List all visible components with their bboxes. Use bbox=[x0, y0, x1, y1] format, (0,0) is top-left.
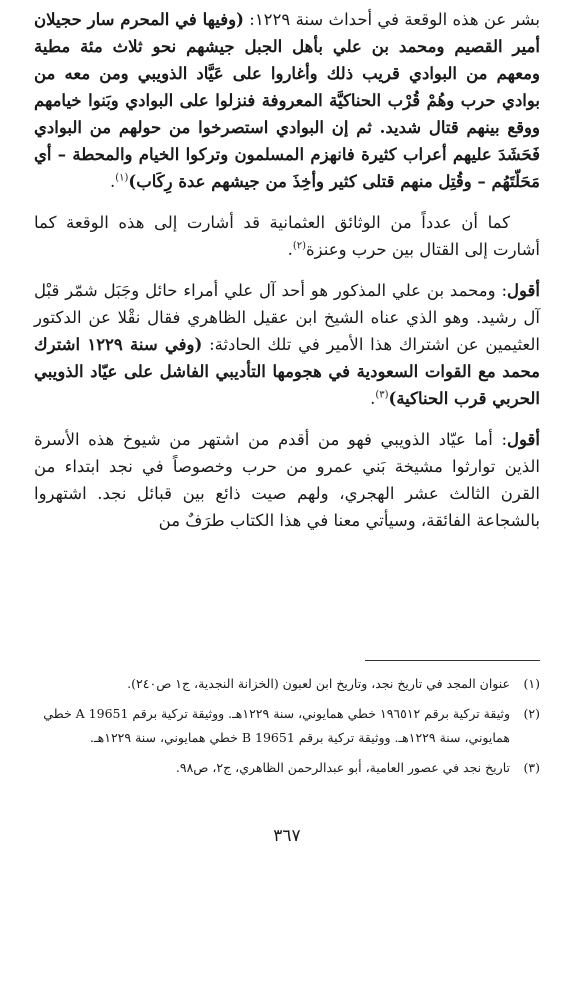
footnote-ref-1: (١) bbox=[115, 172, 129, 184]
footnote-1 bbox=[34, 672, 540, 696]
paragraph-4-label: أقول bbox=[507, 430, 540, 449]
paragraph-1: بشر عن هذه الوقعة في أحداث سنة ١٢٢٩: (وفيها في المحرم سار حجيلان أمير القصيم ومحمد بن علي بأهل الجبل جيشهم نحو ثلاث مئة مطية ومعهم من البوادي قريب ذلك وأغاروا على عَيَّاد الذويبي ومن معه من بوادي حرب وهُمْ قُرْب الحناكيَّة المعروفة فنزلوا على البوادي وبَنوا خيامهم ووقع بينهم قتال شديد. ثم إن البوادي استصرخوا من حولهم من البوادي فَحَشَدَ عليهم أعراب كثيرة فانهزم المسلمون وتركوا الخيام والمحطة – أي مَحَلّتَهُم – وقُتِل منهم قتلى كثير وأخِذَ من جيشهم عدة رِكَاب)$^{(١)}$. bbox=[34, 10, 540, 191]
page-number: ٣٦٧ bbox=[273, 826, 301, 846]
paragraph-1-intro: بشر عن هذه الوقعة في أحداث سنة ١٢٢٩: bbox=[243, 10, 540, 29]
footnote-number: (١) bbox=[523, 676, 540, 691]
paragraph-3-end: . bbox=[370, 389, 376, 408]
footnote-number: (٣) bbox=[523, 760, 540, 775]
paragraph-3-label: أقول bbox=[507, 281, 540, 300]
paragraph-3-quote: (وفي سنة ١٢٢٩ اشترك محمد مع القوات السعودية في هجومها التأديبي الفاشل على عيّاد الذويبي الحربي قرب الحناكية) bbox=[34, 335, 540, 408]
paragraph-1-quote: (وفيها في المحرم سار حجيلان أمير القصيم ومحمد بن علي بأهل الجبل جيشهم نحو ثلاث مئة مطية ومعهم من البوادي قريب ذلك وأغاروا على عَيَّاد الذويبي ومن معه من بوادي حرب وهُمْ قُرْب الحناكيَّة المعروفة فنزلوا على البوادي وبَنوا خيامهم ووقع بينهم قتال شديد. ثم إن البوادي استصرخوا من حولهم من البوادي فَحَشَدَ عليهم أعراب كثيرة فانهزم المسلمون وتركوا الخيام والمحطة – أي مَحَلّتَهُم – وقُتِل منهم قتلى كثير وأخِذَ من جيشهم عدة رِكَاب) bbox=[34, 10, 540, 191]
footnote-ref-2: (٢) bbox=[292, 240, 306, 252]
footnote-number: (٢) bbox=[523, 706, 540, 721]
footnote-3 bbox=[34, 756, 540, 780]
paragraph-3 bbox=[34, 277, 540, 412]
paragraph-2-end: . bbox=[287, 240, 293, 259]
paragraph-3-text: : ومحمد بن علي المذكور هو أحد آل علي أمراء حائل وجَبَل شمّر قبْل آل رشيد. وهو الذي عناه الشيخ ابن عقيل الظاهري فقال نقْلا عن الدكتور العثيمين عن اشتراك هذا الأمير في تلك الحادثة: bbox=[34, 281, 540, 354]
footnote-ref-3: (٣) bbox=[375, 389, 389, 401]
paragraph-4-text: : أما عيّاد الذويبي فهو من أقدم من اشتهر من شيوخ هذه الأسرة الذين توارثوا مشيخة بَني عمرو من حرب وخصوصاً في نجد ابتداء من القرن الثالث عشر الهجري، ولهم صيت ذائع بين قبائل نجد. اشتهروا بالشجاعة الفائقة، وسيأتي معنا في هذا الكتاب طرَفٌ من bbox=[34, 430, 540, 530]
paragraph-4 bbox=[34, 426, 540, 534]
paragraph-2-text: كما أن عدداً من الوثائق العثمانية قد أشارت إلى هذه الوقعة كما أشارت إلى القتال بين حرب وعنزة bbox=[34, 213, 540, 259]
footnote-text: وثيقة تركية برقم ١٩٦٥١٢ خطي همايوني، سنة ١٢٢٩هـ. ووثيقة تركية برقم A 19651 خطي همايوني، سنة ١٢٢٩هـ. ووثيقة تركية برقم B 19651 خطي همايوني، سنة ١٢٢٩هـ. bbox=[43, 706, 510, 745]
footnote-divider bbox=[365, 660, 540, 661]
paragraph-2 bbox=[34, 209, 540, 263]
main-text bbox=[34, 6, 540, 534]
footnote-2 bbox=[34, 702, 540, 750]
footnote-text: تاريخ نجد في عصور العامية، أبو عبدالرحمن الظاهري، ج٢، ص٩٨. bbox=[175, 760, 510, 775]
footnotes bbox=[34, 672, 540, 786]
footnote-text: عنوان المجد في تاريخ نجد، وتاريخ ابن لعبون (الخزانة النجدية، ج١ ص٢٤٠). bbox=[127, 676, 510, 691]
